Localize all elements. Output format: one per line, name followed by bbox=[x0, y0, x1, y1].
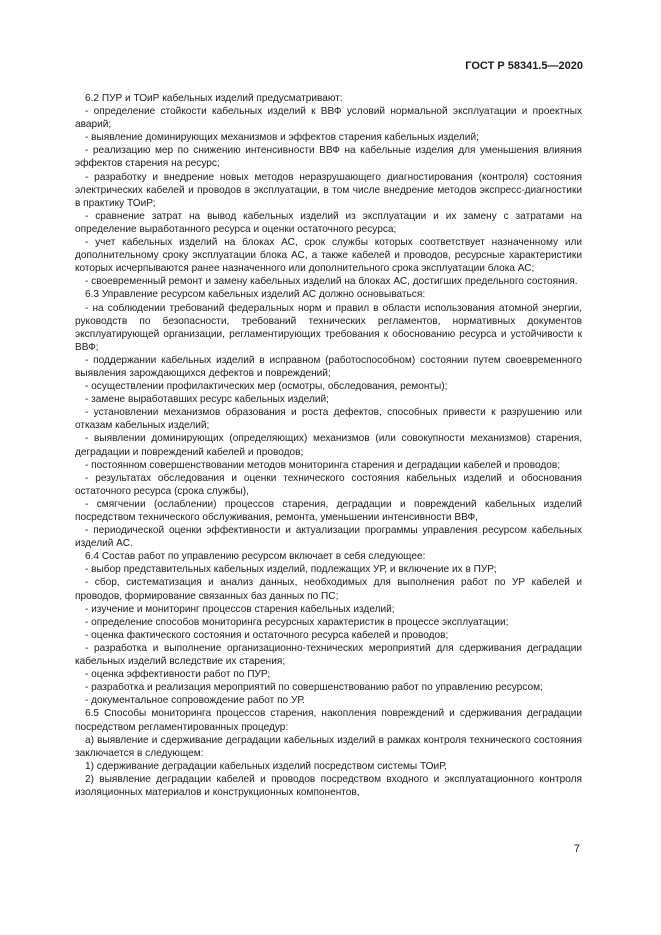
list-item: - реализацию мер по снижению интенсивности ВВФ на кабельные изделия для уменьшения влияния эффектов старения на ресурс; bbox=[75, 145, 582, 170]
list-item: - периодической оценки эффективности и актуализации программы управления ресурсом кабельных изделий АС. bbox=[75, 525, 582, 550]
list-item: - определение стойкости кабельных изделий к ВВФ условий нормальной эксплуатации и проектных аварий; bbox=[75, 106, 582, 131]
list-item: - определение способов мониторинга ресурсных характеристик в процессе эксплуатации; bbox=[85, 616, 509, 628]
list-item: - замене выработавших ресурс кабельных изделий; bbox=[85, 394, 329, 406]
list-item: а) выявление и сдерживание деградации кабельных изделий в рамках контроля технического состояния заключается в следующем: bbox=[75, 734, 582, 759]
list-item: - изучение и мониторинг процессов старения кабельных изделий; bbox=[85, 603, 395, 615]
list-item: - своевременный ремонт и замену кабельных изделий на блоках АС, достигших предельного состояния. bbox=[85, 276, 578, 288]
list-item: - оценка эффективности работ по ПУР; bbox=[85, 669, 271, 681]
section-paragraph: 6.4 Состав работ по управлению ресурсом включает в себя следующее: bbox=[85, 551, 426, 563]
section-paragraph: 6.5 Способы мониторинга процессов старения, накопления повреждений и сдерживания деградации посредством регламентированных процедур: bbox=[75, 708, 582, 733]
list-item: - на соблюдении требований федеральных норм и правил в области использования атомной энергии, руководств по безопасности, требований технических регламентов, нормативных документов эксплуатирующей организации, регламентирующих требования к обоснованию ресурса и устойчивости к ВВФ; bbox=[75, 302, 582, 353]
page-number: 7 bbox=[573, 843, 580, 855]
list-item: 2) выявление деградации кабелей и проводов посредством входного и эксплуатационного контроля изоляционных материалов и конструкционных компонентов, bbox=[75, 773, 582, 798]
list-item: - учет кабельных изделий на блоках АС, срок службы которых соответствует назначенному или дополнительному сроку эксплуатации блока АС, а также кабелей и проводов, ресурсные характеристики которых исчерпываются ранее назначенного или дополнительного срока эксплуатации блока АС; bbox=[75, 237, 582, 275]
list-item: - сбор, систематизация и анализ данных, необходимых для выполнения работ по УР кабелей и проводов, формирование связанных баз данных по ПС; bbox=[75, 577, 582, 602]
list-item: - установлении механизмов образования и роста дефектов, способных привести к разрушению или отказам кабельных изделий; bbox=[75, 407, 582, 432]
section-paragraph: 6.3 Управление ресурсом кабельных изделий АС должно основываться: bbox=[85, 289, 426, 301]
list-item: - сравнение затрат на вывод кабельных изделий из эксплуатации и их замену с затратами на определение выработанного ресурса и оценки остаточного ресурса; bbox=[75, 210, 582, 235]
list-item: - постоянном совершенствовании методов мониторинга старения и деградации кабелей и проводов; bbox=[85, 459, 561, 471]
list-item: - разработку и внедрение новых методов неразрушающего диагностирования (контроля) состояния электрических кабелей и проводов в эксплуатации, в том числе внедрение методов экспресс-диагностики в практику ТОиР; bbox=[75, 171, 582, 209]
list-item: - выбор представительных кабельных изделий, подлежащих УР, и включение их в ПУР; bbox=[85, 564, 497, 576]
list-item: - документальное сопровождение работ по УР. bbox=[85, 695, 305, 707]
list-item: - разработка и выполнение организационно-технических мероприятий для сдерживания деградации кабельных изделий вследствие их старения; bbox=[75, 642, 582, 668]
list-item: - поддержании кабельных изделий в исправном (работоспособном) состоянии путем своевременного выявления зарождающихся дефектов и повреждений; bbox=[75, 354, 582, 379]
list-item: - смягчении (ослаблении) процессов старения, деградации и повреждений кабельных изделий посредством технического обслуживания, ремонта, уменьшении интенсивности ВВФ, bbox=[75, 498, 582, 523]
list-item: - результатах обследования и оценки технического состояния кабельных изделий и обоснования остаточного ресурса (срока службы), bbox=[75, 472, 582, 497]
list-item: 1) сдерживание деградации кабельных изделий посредством системы ТОиР, bbox=[85, 760, 447, 772]
list-item: - разработка и реализация мероприятий по совершенствованию работ по управлению ресурсом; bbox=[85, 682, 543, 694]
standard-header: ГОСТ Р 58341.5—2020 bbox=[465, 60, 583, 72]
section-paragraph: 6.2 ПУР и ТОиР кабельных изделий предусматривают: bbox=[85, 93, 343, 104]
list-item: - оценка фактического состояния и остаточного ресурса кабелей и проводов; bbox=[85, 629, 449, 641]
document-body bbox=[75, 92, 582, 799]
list-item: - выявление доминирующих механизмов и эффектов старения кабельных изделий; bbox=[85, 132, 479, 144]
list-item: - осуществлении профилактических мер (осмотры, обследования, ремонты); bbox=[85, 381, 448, 393]
list-item: - выявлении доминирующих (определяющих) механизмов (или совокупности механизмов) старения, деградации и повреждений кабелей и проводов; bbox=[75, 433, 582, 458]
